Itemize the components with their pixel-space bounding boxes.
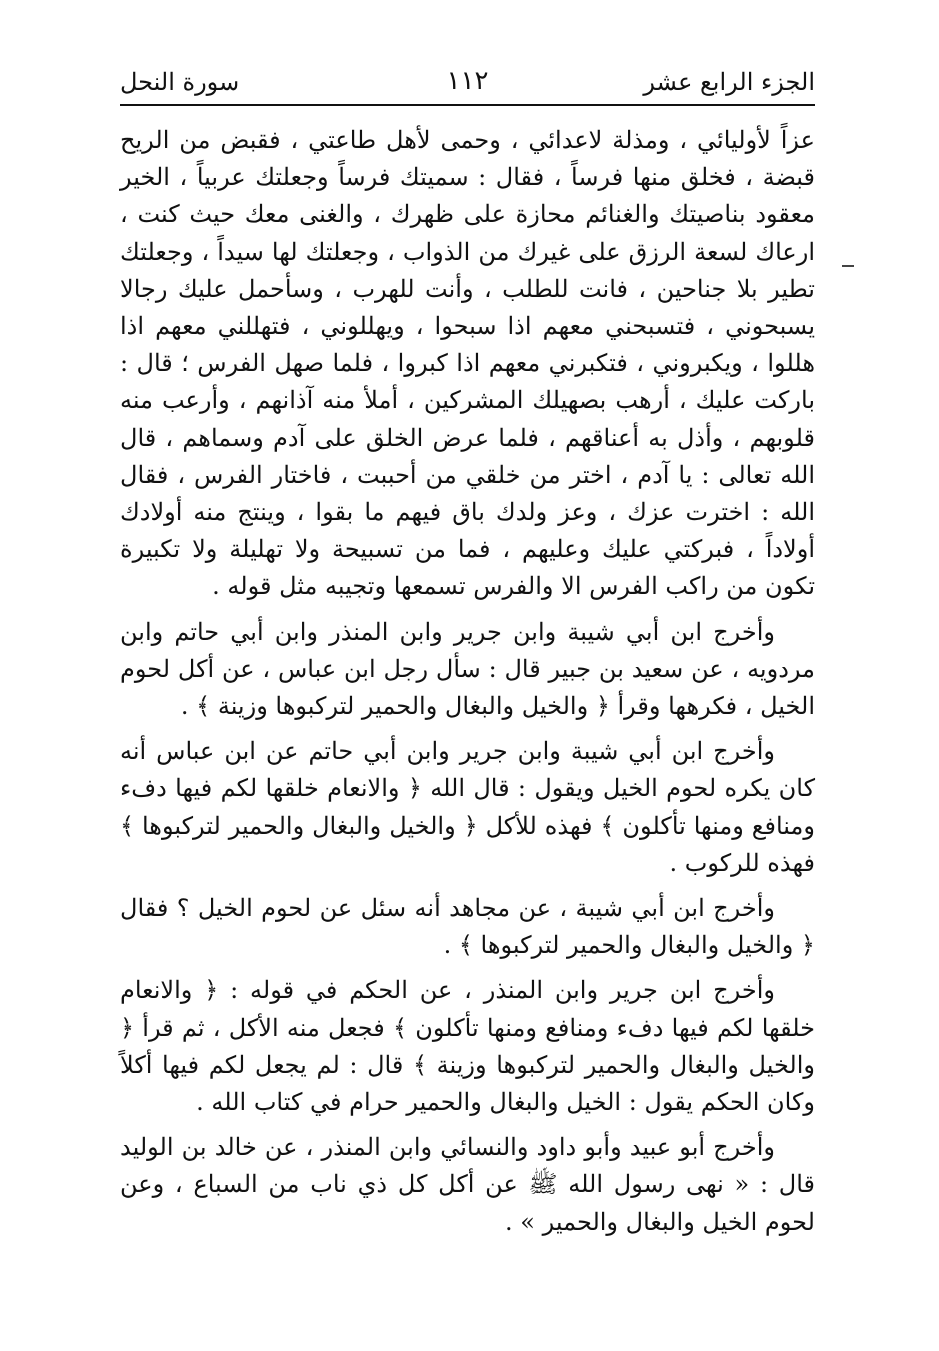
running-header (120, 60, 815, 106)
paragraph: وأخرج ابن جرير وابن المنذر ، عن الحكم في قوله : ﴿ والانعام خلقها لكم فيها دفء ومنافع ومنها تأكلون ﴾ فجعل منه الأكل ، ثم قرأ ﴿ والخيل والبغال والحمير لتركبوها وزينة ﴾ قال : لم يجعل لكم فيها أكلاً وكان الحكم يقول : الخيل والبغال والحمير حرام في كتاب الله . (120, 976, 815, 1117)
paragraph: وأخرج ابن أبي شيبة ، عن مجاهد أنه سئل عن لحوم الخيل ؟ فقال ﴿ والخيل والبغال والحمير لتركبوها ﴾ . (120, 894, 815, 960)
paragraph: وأخرج ابن أبي شيبة وابن جرير وابن أبي حاتم عن ابن عباس أنه كان يكره لحوم الخيل ويقول : قال الله ﴿ والانعام خلقها لكم فيها دفء ومنافع ومنها تأكلون ﴾ فهذه للأكل ﴿ والخيل والبغال والحمير لتركبوها ﴾ فهذه للركوب . (120, 737, 815, 877)
paragraph: وأخرج ابن أبي شيبة وابن جرير وابن المنذر وابن أبي حاتم وابن مردويه ، عن سعيد بن جبير قال : سأل رجل ابن عباس ، عن أكل لحوم الخيل ، فكرهها وقرأ ﴿ والخيل والبغال والحمير لتركبوها وزينة ﴾ . (120, 617, 815, 721)
page-number: ١١٢ (446, 66, 489, 96)
book-page (120, 60, 815, 1249)
margin-mark (842, 265, 854, 267)
paragraph: وأخرج أبو عبيد وأبو داود والنسائي وابن المنذر ، عن خالد بن الوليد قال : « نهى رسول الله ﷺ عن أكل كل ذي ناب من السباع ، وعن لحوم الخيل والبغال والحمير » . (120, 1133, 815, 1236)
page-body (120, 122, 815, 1241)
paragraph-continuation: عزاً لأوليائي ، ومذلة لاعدائي ، وحمى لأهل طاعتي ، فقبض من الريح قبضة ، فخلق منها فرساً ، فقال : سميتك فرساً وجعلتك عربياً ، الخير معقود بناصيتك والغنائم محازة على ظهرك ، والغنى معك حيث كنت ، ارعاك لسعة الرزق على غيرك من الذواب ، وجعلتك لها سيداً ، وجعلتك تطير بلا جناحين ، فانت للطلب ، وأنت للهرب ، وسأحمل عليك رجالا يسبحوني ، فتسبحني معهم اذا سبحوا ، ويهللوني ، فتهللني معهم اذا هللوا ، ويكبروني ، فتكبرني معهم اذا كبروا ، فلما صهل الفرس ؛ قال : باركت عليك ، أرهب بصهيلك المشركين ، أملأ منه آذانهم ، وأرعب منه قلوبهم ، وأذل به أعناقهم ، فلما عرض الخلق على آدم وسماهم ، قال الله تعالى : يا آدم ، اختر من خلقي من أحببت ، فاختار الفرس ، فقال الله : اخترت عزك ، وعز ولدك باق فيهم ما بقوا ، وينتج منه أولادك أولاداً ، فبركتي عليك وعليهم ، فما من تسبيحة ولا تهليلة ولا تكبيرة تكون من راكب الفرس الا والفرس تسمعها وتجيبه مثل قوله . (120, 126, 816, 601)
surah-name: سورة النحل (120, 68, 240, 96)
juz-label: الجزء الرابع عشر (643, 68, 815, 96)
